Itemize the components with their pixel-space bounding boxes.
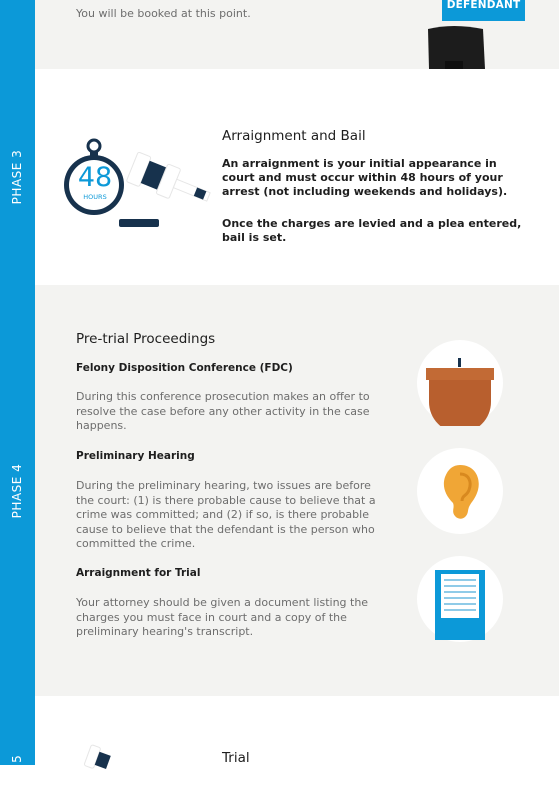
trial-title: Trial — [222, 750, 250, 766]
phase-5-section — [35, 696, 559, 765]
ear-icon — [417, 448, 503, 534]
podium-icon — [417, 340, 503, 426]
phase-4-section — [35, 285, 559, 696]
timer-number: 48 — [77, 162, 113, 193]
document-icon — [417, 556, 503, 642]
arraignment-trial-heading: Arraignment for Trial — [76, 567, 201, 579]
arraignment-title: Arraignment and Bail — [222, 128, 366, 144]
defendant-badge: DEFENDANT — [442, 0, 525, 21]
fdc-text: During this conference prosecution makes an offer to resolve the case before any other activity in the case happens. — [76, 390, 370, 432]
arraignment-paragraph-1: An arraignment is your initial appearance in court and must occur within 48 hours of your arrest (not including weekends and holidays). — [222, 157, 508, 198]
fdc-heading: Felony Disposition Conference (FDC) — [76, 362, 293, 374]
phase-3-label: PHASE 3 — [10, 149, 24, 205]
phase-3-section — [35, 69, 559, 285]
phase-2-section — [35, 0, 559, 69]
arraignment-trial-text: Your attorney should be given a document listing the charges you must face in court and a copy of the preliminary hearing's transcript. — [76, 596, 369, 638]
phase-5-rail — [0, 696, 35, 809]
booking-text: You will be booked at this point. — [76, 7, 251, 20]
gavel-icon — [113, 139, 213, 229]
phase-4-rail — [0, 285, 35, 696]
phase-4-label: PHASE 4 — [10, 463, 24, 518]
arraignment-paragraph-2: Once the charges are levied and a plea entered, bail is set. — [222, 217, 522, 244]
phase-3-rail — [0, 69, 35, 285]
phase-5-label: PHASE 5 — [10, 754, 24, 809]
timer-unit: HOURS — [83, 193, 107, 201]
preliminary-hearing-text: During the preliminary hearing, two issues are before the court: (1) is there probable cause to believe that a crime was committed; and (2) if so, is there probable cause to believe that the defendant is the person who committed the crime. — [76, 479, 376, 550]
gavel-icon — [81, 744, 121, 769]
ear-circle — [417, 448, 503, 534]
pretrial-title: Pre-trial Proceedings — [76, 331, 216, 347]
preliminary-hearing-heading: Preliminary Hearing — [76, 450, 195, 462]
podium-circle — [417, 340, 503, 426]
document-circle — [417, 556, 503, 642]
phase-2-rail — [0, 0, 35, 69]
suit-figure-icon — [423, 19, 493, 69]
